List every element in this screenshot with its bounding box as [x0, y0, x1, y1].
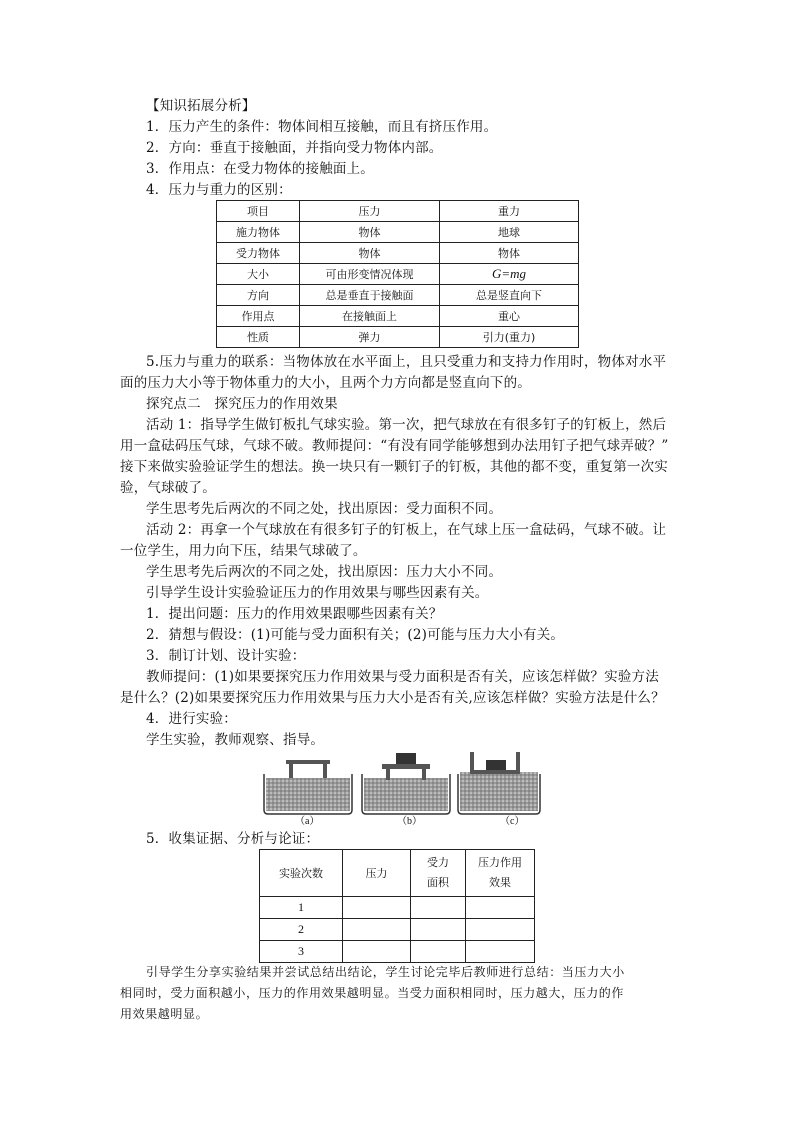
figure-caption-b: （b） — [397, 816, 422, 827]
table-cell: 物体 — [300, 243, 440, 264]
table-cell — [411, 941, 466, 963]
figure-c-apparatus — [458, 752, 540, 814]
paragraph: 相同时，受力面积越小，压力的作用效果越明显。当受力面积相同时，压力越大，压力的作 — [120, 986, 625, 1000]
table-cell: G=mg — [440, 264, 579, 285]
paragraph: 1．提出问题：压力的作用效果跟哪些因素有关？ — [146, 606, 443, 622]
table-row — [217, 327, 579, 348]
paragraph: 2．猜想与假设：(1)可能与受力面积有关；(2)可能与压力大小有关。 — [146, 627, 565, 643]
table-cell: 1 — [260, 897, 343, 919]
table-header-cell — [466, 850, 535, 897]
paragraph: 用一盒砝码压气球，气球不破。教师提问：“有没有同学能够想到办法用钉子把气球弄破？” — [120, 438, 669, 454]
paragraph: 学生实验，教师观察、指导。 — [146, 732, 325, 748]
section-heading: 探究点二 探究压力的作用效果 — [146, 396, 338, 412]
table-cell: 性质 — [217, 327, 300, 348]
paragraph: 学生思考先后两次的不同之处，找出原因：压力大小不同。 — [146, 564, 503, 580]
paragraph: 用效果越明显。 — [120, 1007, 209, 1021]
paragraph: 验，气球破了。 — [120, 480, 216, 496]
table-cell — [343, 897, 411, 919]
table-row — [217, 201, 579, 222]
paragraph: 1．压力产生的条件：物体间相互接触，而且有挤压作用。 — [146, 119, 498, 135]
paragraph: 一位学生，用力向下压，结果气球破了。 — [120, 543, 367, 559]
table-row — [260, 919, 535, 941]
table-header-cell — [411, 850, 466, 897]
figure-caption-c: （c） — [500, 816, 525, 827]
table-cell: 2 — [260, 919, 343, 941]
paragraph: 学生思考先后两次的不同之处，找出原因：受力面积不同。 — [146, 501, 503, 517]
header-line: 受力 — [427, 856, 449, 869]
paragraph: 活动 1：指导学生做钉板扎气球实验。第一次，把气球放在有很多钉子的钉板上，然后 — [146, 417, 667, 433]
table-cell: 3 — [260, 941, 343, 963]
table-cell: 引力(重力) — [440, 327, 579, 348]
paragraph: 教师提问：(1)如果要探究压力作用效果与受力面积是否有关，应该怎样做？实验方法 — [146, 669, 659, 685]
paragraph: 5．收集证据、分析与论证： — [146, 831, 320, 847]
table-cell — [466, 897, 535, 919]
paragraph: 5.压力与重力的联系：当物体放在水平面上，且只受重力和支持力作用时，物体对水平 — [146, 354, 667, 370]
table-cell: 物体 — [440, 243, 579, 264]
table-cell — [466, 941, 535, 963]
paragraph: 是什么？(2)如果要探究压力作用效果与压力大小是否有关,应该怎样做？实验方法是什么？ — [120, 690, 665, 706]
paragraph: 活动 2：再拿一个气球放在有很多钉子的钉板上，在气球上压一盒砝码，气球不破。让 — [146, 522, 667, 538]
table-cell — [466, 919, 535, 941]
figure-a-apparatus — [264, 760, 352, 814]
table-cell: 项目 — [217, 201, 300, 222]
table-cell — [343, 919, 411, 941]
section-heading: 【知识拓展分析】 — [146, 98, 256, 114]
table-row — [260, 897, 535, 919]
table-cell: 方向 — [217, 285, 300, 306]
paragraph: 引导学生分享实验结果并尝试总结出结论，学生讨论完毕后教师进行总结：当压力大小 — [146, 965, 625, 979]
header-line: 效果 — [489, 876, 511, 889]
table-cell: 压力 — [300, 201, 440, 222]
table-cell: 弹力 — [300, 327, 440, 348]
paragraph: 2．方向：垂直于接触面，并指向受力物体内部。 — [146, 140, 443, 156]
paragraph: 3．作用点：在受力物体的接触面上。 — [146, 161, 374, 177]
table-cell: 大小 — [217, 264, 300, 285]
table-row — [217, 264, 579, 285]
table-cell — [343, 941, 411, 963]
experiment-table — [259, 849, 535, 963]
header-line: 压力作用 — [478, 856, 522, 869]
table-cell: 在接触面上 — [300, 306, 440, 327]
table-cell: 施力物体 — [217, 222, 300, 243]
figure-b-apparatus — [362, 753, 450, 814]
figure-caption-a: （a） — [295, 816, 320, 827]
table-cell: 总是竖直向下 — [440, 285, 579, 306]
table-cell: 物体 — [300, 222, 440, 243]
table-header-cell: 实验次数 — [260, 850, 343, 897]
table-header-cell: 压力 — [343, 850, 411, 897]
table-cell: 受力物体 — [217, 243, 300, 264]
table-cell: 可由形变情况体现 — [300, 264, 440, 285]
table-row — [217, 243, 579, 264]
table-row — [217, 222, 579, 243]
paragraph: 面的压力大小等于物体重力的大小，且两个力方向都是竖直向下的。 — [120, 375, 531, 391]
table-cell: 作用点 — [217, 306, 300, 327]
paragraph: 4．进行实验： — [146, 711, 237, 727]
paragraph: 引导学生设计实验验证压力的作用效果与哪些因素有关。 — [146, 585, 489, 601]
header-line: 面积 — [427, 876, 449, 889]
paragraph: 3．制订计划、设计实验： — [146, 648, 306, 664]
table-cell — [411, 897, 466, 919]
table-cell — [411, 919, 466, 941]
table-cell: 重心 — [440, 306, 579, 327]
table-cell: 重力 — [440, 201, 579, 222]
table-row — [217, 285, 579, 306]
table-row — [217, 306, 579, 327]
comparison-table — [216, 200, 579, 348]
paragraph: 接下来做实验验证学生的想法。换一块只有一颗钉子的钉板，其他的都不变，重复第一次实 — [120, 459, 668, 475]
table-row — [260, 941, 535, 963]
table-header-row — [260, 850, 535, 897]
table-cell: 总是垂直于接触面 — [300, 285, 440, 306]
paragraph: 4．压力与重力的区别： — [146, 182, 292, 198]
table-cell: 地球 — [440, 222, 579, 243]
